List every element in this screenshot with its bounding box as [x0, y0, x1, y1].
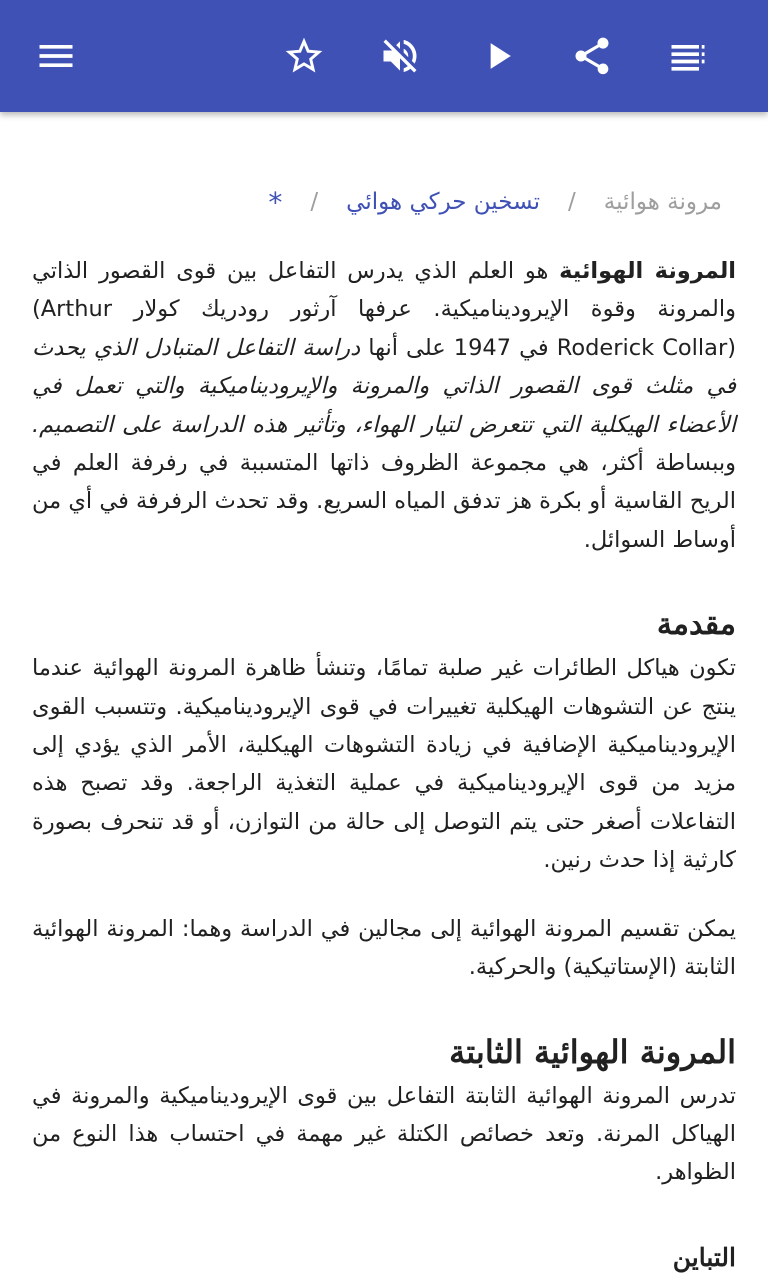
mute-button[interactable]	[372, 28, 428, 84]
breadcrumb-link-parent[interactable]: تسخين حركي هوائي	[346, 189, 541, 215]
share-button[interactable]	[564, 28, 620, 84]
intro-text-1: هو العلم الذي يدرس التفاعل بين قوى القصور الذاتي والمرونة وقوة الإيروديناميكية. عرفها آرثور رودريك كولار	[32, 258, 736, 323]
static-aeroelasticity-paragraph: تدرس المرونة الهوائية الثابتة التفاعل بين قوى الإيروديناميكية والمرونة في الهياكل المرنة. وتعد خصائص الكتلة غير مهمة في احتساب هذا النوع من الظواهر.	[32, 1082, 736, 1186]
breadcrumb-current: مرونة هوائية	[603, 189, 722, 215]
intro-term: المرونة الهوائية	[559, 258, 737, 284]
intro-english-name: (Arthur Roderick Collar)	[32, 296, 736, 361]
play-icon	[476, 34, 520, 78]
section-heading-static-aeroelasticity: المرونة الهوائية الثابتة	[449, 1032, 736, 1071]
intro-paragraph	[32, 252, 736, 559]
share-icon	[570, 34, 614, 78]
top-toolbar	[0, 0, 768, 112]
article-content	[32, 112, 736, 1280]
menu-icon	[34, 34, 78, 78]
playlist-icon	[666, 34, 710, 78]
volume-off-icon	[378, 34, 422, 78]
menu-button[interactable]	[28, 28, 84, 84]
introduction-paragraph-1: تكون هياكل الطائرات غير صلبة تمامًا، وتنشأ ظاهرة المرونة الهوائية عندما ينتج عن التشوهات الهيكلية تغييرات في قوى الإيروديناميكية. وتتسبب القوى الإيروديناميكية الإضافية في زيادة التشوهات الهيكلية، الأمر الذي يؤدي إلى مزيد من قوى الإيروديناميكية في عملية التغذية الراجعة. وقد تصبح هذه التفاعلات أصغر حتى يتم التوصل إلى حالة من التوازن، أو قد تنحرف بصورة كارثية إذا حدث رنين.	[32, 655, 736, 874]
bookmark-star-button[interactable]	[276, 28, 332, 84]
introduction-paragraph-2: يمكن تقسيم المرونة الهوائية إلى مجالين في الدراسة وهما: المرونة الهوائية الثابتة (الإستاتيكية) والحركية.	[32, 915, 736, 981]
section-heading-introduction: مقدمة	[656, 607, 736, 643]
breadcrumb-separator: /	[310, 189, 319, 215]
breadcrumb-home-star[interactable]: *	[268, 185, 283, 219]
breadcrumb-separator: /	[568, 189, 576, 215]
play-button[interactable]	[470, 28, 526, 84]
intro-text-2: في 1947 على أنها	[360, 334, 557, 361]
intro-definition: دراسة التفاعل المتبادل الذي يحدث في مثلث قوى القصور الذاتي والمرونة والإيروديناميكية والتي تعمل في الأعضاء الهيكلية التي تتعرض لتيار الهواء، وتأثير هذه الدراسة على التصميم.	[32, 334, 736, 438]
star-outline-icon	[282, 34, 326, 78]
intro-text-3: وببساطة أكثر، هي مجموعة الظروف ذاتها المتسببة في رفرفة العلم في الريح القاسية أو بكرة هز تدفق المياه السريع. وقد تحدث الرفرفة في أي من أوساط السوائل.	[31, 450, 736, 553]
table-of-contents-button[interactable]	[660, 28, 716, 84]
breadcrumb	[32, 182, 736, 222]
subsection-heading-divergence: التباين	[672, 1242, 736, 1272]
